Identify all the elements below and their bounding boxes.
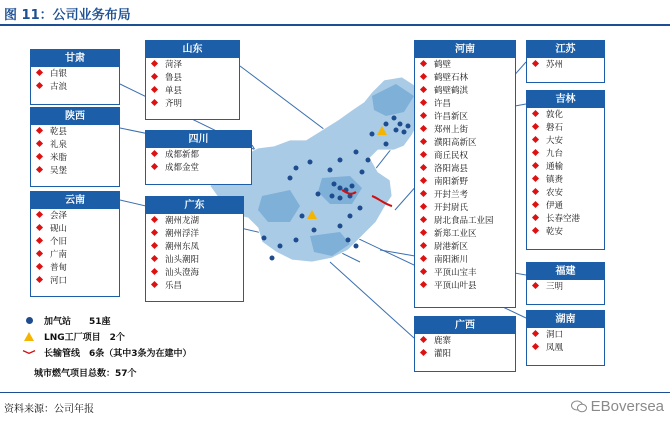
city-item: 平顶山宝丰 — [421, 267, 515, 280]
diamond-bullet-icon — [151, 216, 158, 223]
diamond-bullet-icon — [532, 188, 539, 195]
diamond-bullet-icon — [36, 237, 43, 244]
city-item: 伊通 — [533, 200, 604, 213]
city-item: 潮州东凤 — [152, 241, 243, 254]
province-header: 河南 — [415, 41, 515, 58]
city-item: 大安 — [533, 135, 604, 148]
total-projects: 城市燃气项目总数：57个 — [34, 369, 137, 379]
diamond-bullet-icon — [420, 99, 427, 106]
legend-row-pipeline — [18, 344, 192, 360]
city-item: 濮阳高新区 — [421, 137, 515, 150]
diamond-bullet-icon — [532, 282, 539, 289]
city-item: 商丘民权 — [421, 150, 515, 163]
diamond-bullet-icon — [420, 86, 427, 93]
city-item: 三明 — [533, 281, 604, 294]
city-item: 平顶山叶县 — [421, 280, 515, 293]
city-item: 凤凰 — [533, 342, 604, 355]
city-item: 河口 — [37, 275, 119, 288]
city-item: 成都金堂 — [152, 162, 251, 175]
city-item: 洛阳嵩县 — [421, 163, 515, 176]
city-item: 白银 — [37, 68, 119, 81]
city-item: 磐石 — [533, 122, 604, 135]
province-box-henan — [414, 40, 516, 308]
city-item: 乐昌 — [152, 280, 243, 293]
province-box-yunnan — [30, 191, 120, 297]
city-item: 许昌 — [421, 98, 515, 111]
diamond-bullet-icon — [151, 60, 158, 67]
diamond-bullet-icon — [151, 86, 158, 93]
city-item: 开封兰考 — [421, 189, 515, 202]
legend-row-station — [18, 312, 192, 328]
city-item: 潮州龙湖 — [152, 215, 243, 228]
diamond-bullet-icon — [420, 349, 427, 356]
diamond-bullet-icon — [420, 60, 427, 67]
diamond-bullet-icon — [420, 336, 427, 343]
city-item: 九台 — [533, 148, 604, 161]
city-item: 成都新都 — [152, 149, 251, 162]
diamond-bullet-icon — [532, 60, 539, 67]
city-item: 郑州上街 — [421, 124, 515, 137]
province-box-guangdong — [145, 196, 244, 302]
city-item: 古浪 — [37, 81, 119, 94]
diamond-bullet-icon — [420, 125, 427, 132]
diamond-bullet-icon — [532, 110, 539, 117]
city-item: 齐明 — [152, 98, 239, 111]
diamond-bullet-icon — [36, 153, 43, 160]
diamond-bullet-icon — [420, 268, 427, 275]
diamond-bullet-icon — [36, 276, 43, 283]
city-item: 南阳淅川 — [421, 254, 515, 267]
diamond-bullet-icon — [151, 163, 158, 170]
province-header: 广东 — [146, 197, 243, 214]
city-item: 洞口 — [533, 329, 604, 342]
city-item: 南阳新野 — [421, 176, 515, 189]
diamond-bullet-icon — [420, 203, 427, 210]
city-item: 广南 — [37, 249, 119, 262]
figure-title: 图 11：公司业务布局 — [4, 8, 131, 23]
city-item: 礼泉 — [37, 139, 119, 152]
city-item: 米脂 — [37, 152, 119, 165]
brand-name: EBoversea — [590, 398, 664, 415]
province-header: 江苏 — [527, 41, 604, 58]
diamond-bullet-icon — [420, 242, 427, 249]
city-item: 吴堡 — [37, 165, 119, 178]
diamond-bullet-icon — [151, 229, 158, 236]
diamond-bullet-icon — [36, 127, 43, 134]
city-item: 汕头潮阳 — [152, 254, 243, 267]
city-item: 苏州 — [533, 59, 604, 72]
gas-station-dot-icon — [26, 317, 33, 324]
diamond-bullet-icon — [420, 112, 427, 119]
diamond-bullet-icon — [151, 73, 158, 80]
city-item: 乾县 — [37, 126, 119, 139]
city-item: 砚山 — [37, 223, 119, 236]
diamond-bullet-icon — [532, 330, 539, 337]
city-item: 普甸 — [37, 262, 119, 275]
diamond-bullet-icon — [532, 162, 539, 169]
diamond-bullet-icon — [420, 164, 427, 171]
city-item: 菏泽 — [152, 59, 239, 72]
city-item: 汕头澄海 — [152, 267, 243, 280]
city-item: 敦化 — [533, 109, 604, 122]
province-header: 云南 — [31, 192, 119, 209]
province-box-guangxi — [414, 316, 516, 372]
map-legend — [18, 312, 192, 360]
diamond-bullet-icon — [36, 82, 43, 89]
city-item: 尉港新区 — [421, 241, 515, 254]
province-box-sichuan — [145, 130, 252, 185]
province-box-jiangsu — [526, 40, 605, 83]
diamond-bullet-icon — [532, 149, 539, 156]
diamond-bullet-icon — [532, 201, 539, 208]
diamond-bullet-icon — [36, 69, 43, 76]
diamond-bullet-icon — [532, 343, 539, 350]
province-header: 湖南 — [527, 311, 604, 328]
province-header: 甘肃 — [31, 50, 119, 67]
province-box-gansu — [30, 49, 120, 105]
legend-lng-label: LNG工厂项目 2个 — [44, 332, 125, 343]
wechat-icon — [571, 400, 587, 413]
diamond-bullet-icon — [420, 151, 427, 158]
city-item: 鹤壁 — [421, 59, 515, 72]
diamond-bullet-icon — [420, 190, 427, 197]
city-item: 鹤壁石林 — [421, 72, 515, 85]
diamond-bullet-icon — [36, 263, 43, 270]
legend-pipeline-label: 长输管线 6条（其中3条为在建中） — [44, 348, 192, 359]
city-item: 会泽 — [37, 210, 119, 223]
diamond-bullet-icon — [151, 99, 158, 106]
source-note: 资料来源：公司年报 — [4, 404, 94, 415]
province-box-hunan — [526, 310, 605, 366]
city-item: 潮州浮洋 — [152, 228, 243, 241]
diamond-bullet-icon — [420, 73, 427, 80]
diamond-bullet-icon — [36, 140, 43, 147]
city-item: 尉北食品工业园 — [421, 215, 515, 228]
province-box-shandong — [145, 40, 240, 120]
province-box-shaanxi — [30, 107, 120, 187]
diamond-bullet-icon — [532, 123, 539, 130]
diamond-bullet-icon — [532, 214, 539, 221]
diamond-bullet-icon — [532, 136, 539, 143]
diamond-bullet-icon — [420, 138, 427, 145]
city-item: 鹿寨 — [421, 335, 515, 348]
diamond-bullet-icon — [36, 250, 43, 257]
diamond-bullet-icon — [36, 211, 43, 218]
city-item: 乾安 — [533, 226, 604, 239]
city-item: 镇赉 — [533, 174, 604, 187]
province-header: 广西 — [415, 317, 515, 334]
province-header: 福建 — [527, 263, 604, 280]
city-item: 农安 — [533, 187, 604, 200]
diamond-bullet-icon — [151, 268, 158, 275]
lng-triangle-icon — [24, 332, 34, 341]
diamond-bullet-icon — [420, 177, 427, 184]
diamond-bullet-icon — [151, 242, 158, 249]
legend-station-label: 加气站 51座 — [44, 316, 111, 327]
diamond-bullet-icon — [420, 255, 427, 262]
diamond-bullet-icon — [532, 227, 539, 234]
province-header: 四川 — [146, 131, 251, 148]
province-box-fujian — [526, 262, 605, 305]
city-item: 通榆 — [533, 161, 604, 174]
legend-row-lng — [18, 328, 192, 344]
city-item: 鲁县 — [152, 72, 239, 85]
diamond-bullet-icon — [420, 216, 427, 223]
brand-watermark — [571, 398, 664, 415]
diamond-bullet-icon — [36, 224, 43, 231]
city-item: 长春空港 — [533, 213, 604, 226]
city-item: 开封尉氏 — [421, 202, 515, 215]
city-item: 单县 — [152, 85, 239, 98]
diamond-bullet-icon — [151, 281, 158, 288]
city-item: 许昌新区 — [421, 111, 515, 124]
city-item: 灌阳 — [421, 348, 515, 361]
diamond-bullet-icon — [151, 150, 158, 157]
diamond-bullet-icon — [420, 229, 427, 236]
diamond-bullet-icon — [532, 175, 539, 182]
province-header: 陕西 — [31, 108, 119, 125]
province-box-jilin — [526, 90, 605, 250]
footer-divider — [0, 392, 670, 393]
city-item: 鹤壁鹤淇 — [421, 85, 515, 98]
diamond-bullet-icon — [36, 166, 43, 173]
province-header: 山东 — [146, 41, 239, 58]
diamond-bullet-icon — [420, 281, 427, 288]
diamond-bullet-icon — [151, 255, 158, 262]
pipeline-line-icon — [19, 350, 39, 354]
province-header: 吉林 — [527, 91, 604, 108]
city-item: 个旧 — [37, 236, 119, 249]
city-item: 新郑工业区 — [421, 228, 515, 241]
